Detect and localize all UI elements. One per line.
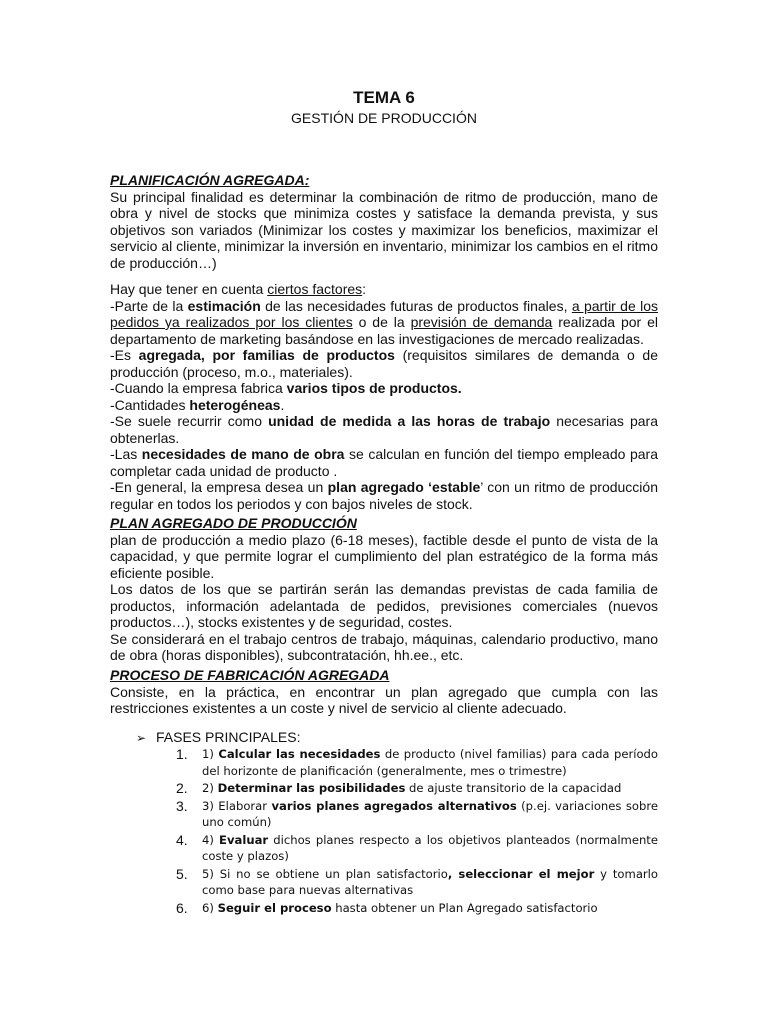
item-number: 6.	[176, 899, 188, 916]
section-heading: PLAN AGREGADO DE PRODUCCIÓN	[110, 515, 357, 531]
underlined-text: previsión de demanda	[410, 314, 553, 330]
item-number: 1.	[176, 746, 188, 762]
bold-text: plan agregado ‘estable	[327, 479, 481, 495]
item-number: 2.	[176, 780, 188, 796]
text-run: -Parte de la	[110, 297, 188, 314]
page-title: TEMA 6	[353, 88, 415, 107]
underlined-text: a partir de los pedidos ya realizados por los clientes	[110, 297, 658, 330]
text-run: realizada por el departamento de marketing basándose en las investigaciones de mercado realizadas.	[110, 314, 658, 347]
factor-item	[110, 413, 658, 446]
text-run: 4)	[202, 832, 220, 847]
paragraph: plan de producción a medio plazo (6-18 meses), factible desde el punto de vista de la capacidad, y que permite lograr el cumplimiento del plan estratégico de la forma más eficiente posible.	[110, 531, 658, 581]
bold-text: Determinar las posibilidades	[217, 781, 406, 795]
underlined-text: ciertos factores	[267, 281, 363, 297]
text-run: de las necesidades futuras de productos finales,	[260, 297, 572, 314]
bold-text: necesidades de mano de obra	[141, 446, 345, 462]
item-text	[202, 900, 658, 917]
item-text	[202, 746, 658, 779]
text-run: de ajuste transitorio de la capacidad	[405, 781, 622, 795]
text-run: se calculan en función del tiempo empleado para completar cada unidad de producto .	[110, 446, 658, 479]
fases-heading	[136, 729, 300, 746]
list-item	[176, 832, 658, 865]
bold-text: Evaluar	[219, 832, 269, 847]
text-run: ’ con un ritmo de producción regular en todos los periodos y con bajos niveles de stock.	[110, 479, 658, 512]
factor-item	[110, 380, 658, 397]
item-number: 5.	[176, 865, 188, 882]
text-run: -Cantidades	[110, 396, 190, 413]
item-text	[202, 832, 658, 865]
bold-text: varios planes agregados alternativos	[271, 798, 517, 813]
fases-label: FASES PRINCIPALES:	[156, 729, 301, 745]
bold-text: agregada, por familias de productos	[138, 347, 395, 363]
factor-item	[110, 298, 658, 348]
text-run: necesarias para obtenerlas.	[110, 413, 658, 446]
section-heading: PROCESO DE FABRICACIÓN AGREGADA	[110, 667, 390, 683]
text-run: hasta obtener un Plan Agregado satisfactorio	[331, 900, 598, 915]
list-item	[176, 746, 658, 779]
text-run: -Cuando la empresa fabrica	[110, 380, 287, 396]
item-text	[202, 798, 658, 831]
text-run: (requisitos similares de demanda o de producción (proceso, m.o., materiales).	[110, 347, 658, 380]
text-run: de producto (nivel familias) para cada período del horizonte de planificación (generalmente, mes o trimestre)	[202, 747, 658, 778]
text-run: 3) Elaborar	[202, 798, 272, 813]
bold-text: heterogéneas	[189, 396, 281, 413]
text-run: :	[362, 281, 367, 297]
bold-text: unidad de medida a las horas de trabajo	[268, 413, 551, 429]
arrow-bullet-icon: ➢	[136, 731, 147, 745]
item-number: 4.	[176, 831, 188, 848]
item-text	[202, 780, 658, 797]
text-run: -Las	[110, 446, 142, 462]
text-run: (p.ej. variaciones sobre uno común)	[202, 798, 658, 829]
text-run: Hay que tener en cuenta	[110, 281, 268, 297]
factor-item	[110, 446, 658, 479]
factor-item	[110, 347, 658, 380]
phases-list	[176, 746, 658, 917]
list-item	[176, 866, 658, 899]
text-run: 6)	[202, 900, 218, 915]
text-run: .	[280, 396, 285, 413]
text-run: dichos planes respecto a los objetivos planteados (normalmente coste y plazos)	[202, 832, 658, 863]
factors-intro	[110, 281, 658, 298]
section-planificacion	[110, 172, 658, 271]
section-proceso	[110, 667, 658, 717]
section-heading: PLANIFICACIÓN AGREGADA:	[110, 172, 310, 188]
bold-text: estimación	[187, 297, 261, 314]
text-run: 2)	[202, 781, 218, 795]
paragraph: Los datos de los que se partirán serán las demandas previstas de cada familia de productos, información adelantada de pedidos, previsiones comerciales (nuevos productos…), stocks existentes y de seguridad, costes.	[110, 581, 658, 630]
bold-text: Calcular las necesidades	[218, 747, 381, 761]
text-run: -En general, la empresa desea un	[110, 479, 328, 495]
item-text	[202, 866, 658, 899]
text-run: 1)	[202, 747, 219, 761]
factor-item	[110, 397, 658, 414]
list-item	[176, 780, 658, 797]
list-item	[176, 900, 658, 917]
paragraph: Se considerará en el trabajo centros de trabajo, máquinas, calendario productivo, mano de obra (horas disponibles), subcontratación, hh.ee., etc.	[110, 630, 658, 663]
bold-text: , seleccionar el mejor	[447, 866, 595, 881]
text-run: -Es	[110, 347, 139, 363]
page-subtitle: GESTIÓN DE PRODUCCIÓN	[291, 110, 477, 126]
paragraph: Consiste, en la práctica, en encontrar un plan agregado que cumpla con las restricciones existentes a un coste y nivel de servicio al cliente adecuado.	[110, 683, 658, 716]
text-run: o de la	[352, 314, 411, 330]
text-run: 5) Si no se obtiene un plan satisfactorio	[202, 866, 448, 881]
item-number: 3.	[176, 797, 188, 814]
factors-list	[110, 281, 658, 512]
text-run: y tomarlo como base para nuevas alternativas	[202, 866, 658, 897]
bold-text: Seguir el proceso	[217, 900, 332, 915]
factor-item	[110, 479, 658, 512]
paragraph: Su principal finalidad es determinar la combinación de ritmo de producción, mano de obra y nivel de stocks que minimiza costes y satisface la demanda prevista, y sus objetivos son variados (Minimizar los costes y maximizar los beneficios, maximizar el servicio al cliente, minimizar la inversión en inventario, minimizar los cambios en el ritmo de producción…)	[110, 188, 658, 271]
text-run: -Se suele recurrir como	[110, 413, 269, 429]
list-item	[176, 798, 658, 831]
bold-text: varios tipos de productos.	[286, 380, 462, 396]
section-plan-agregado	[110, 515, 658, 664]
